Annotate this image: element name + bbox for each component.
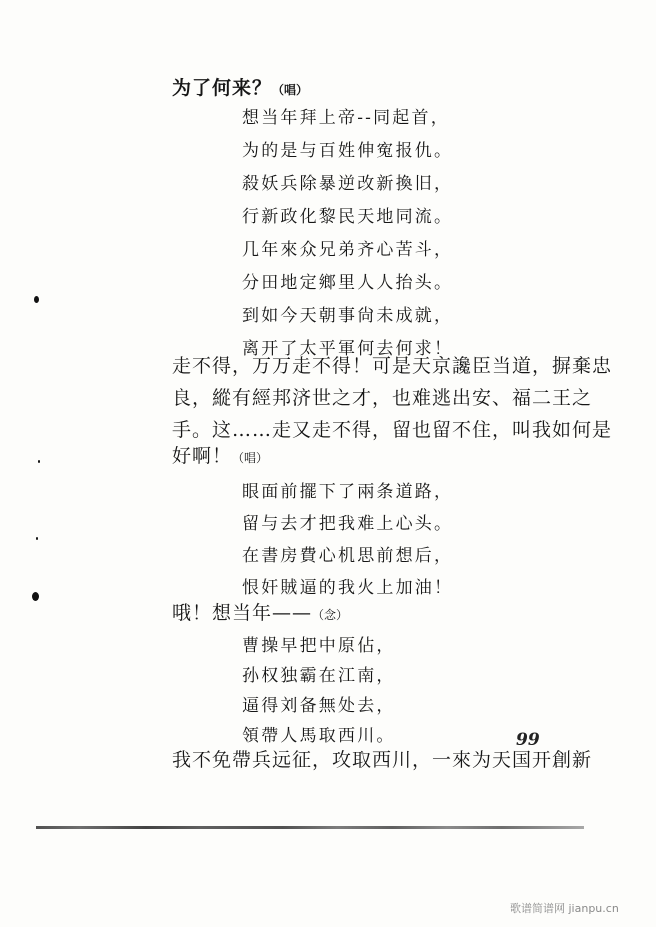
- line-text: 想当年拜上帝--同起首，: [242, 108, 450, 128]
- verse-line: [242, 238, 453, 262]
- line-text: 良，縱有經邦济世之才，也难逃出安、福二王之: [172, 387, 593, 409]
- site-watermark: 歌谱简谱网 jianpu.cn: [510, 902, 619, 915]
- line-text: 走不得，万万走不得！可是天京讒臣当道，摒棄忠: [172, 355, 613, 377]
- scan-speck: [36, 537, 38, 540]
- verse-line: [242, 664, 396, 688]
- prose-line: [172, 444, 268, 470]
- scan-speck: [38, 460, 40, 463]
- line-text: 手。这……走又走不得，留也留不住，叫我如何是: [172, 419, 613, 441]
- verse-line: [242, 694, 396, 718]
- verse-line: [242, 271, 453, 295]
- verse-line: [242, 512, 453, 536]
- verse-line: [242, 172, 453, 196]
- verse-line: [242, 576, 453, 600]
- prose-line: [172, 601, 348, 627]
- line-text: 逼得刘备無处去，: [242, 696, 396, 716]
- line-text: 領帶人馬取西川。: [242, 726, 396, 746]
- line-text: 行新政化黎民天地同流。: [242, 207, 454, 227]
- line-text: 分田地定鄉里人人抬头。: [242, 273, 454, 293]
- line-text: 殺妖兵除暴逆改新換旧，: [242, 174, 454, 194]
- line-text: 恨奸賊逼的我火上加油！: [242, 578, 454, 598]
- stage-note: （唱）: [232, 451, 269, 465]
- verse-line: [242, 634, 396, 658]
- line-text: 我不免帶兵远征，攻取西川，一來为天国开創新: [172, 749, 593, 771]
- page-number: 99: [516, 730, 540, 750]
- stage-note: （念）: [312, 608, 349, 622]
- line-text: 到如今天朝事尙未成就，: [242, 306, 454, 326]
- verse-line: [242, 724, 396, 748]
- line-text: 为了何来？: [172, 77, 273, 99]
- verse-line: [242, 139, 453, 163]
- line-text: 眼面前擺下了兩条道路，: [242, 482, 454, 502]
- verse-line: [242, 304, 453, 328]
- line-text: 哦！想当年——: [172, 602, 313, 624]
- prose-line: [172, 748, 592, 772]
- line-text: 孙权独霸在江南，: [242, 666, 396, 686]
- verse-line: [242, 106, 450, 130]
- line-text: 曹操早把中原佔，: [242, 636, 396, 656]
- line-text: 离开了太平軍何去何求！: [242, 339, 454, 359]
- scan-speck: [32, 592, 39, 601]
- verse-line: [242, 205, 453, 229]
- line-text: 几年來众兄弟齐心苦斗，: [242, 240, 454, 260]
- line-text: 在書房費心机思前想后，: [242, 546, 454, 566]
- line-text: 为的是与百姓伸寃报仇。: [242, 141, 454, 161]
- prose-line: [172, 354, 612, 378]
- verse-line: [242, 544, 453, 568]
- text-line: [172, 76, 308, 102]
- scan-speck: [34, 296, 39, 303]
- bottom-rule: [36, 826, 584, 829]
- prose-line: [172, 418, 612, 442]
- line-text: 留与去才把我难上心头。: [242, 514, 454, 534]
- line-text: 好啊！: [172, 445, 233, 467]
- prose-line: [172, 386, 592, 410]
- stage-note: （唱）: [272, 83, 309, 97]
- verse-line: [242, 480, 453, 504]
